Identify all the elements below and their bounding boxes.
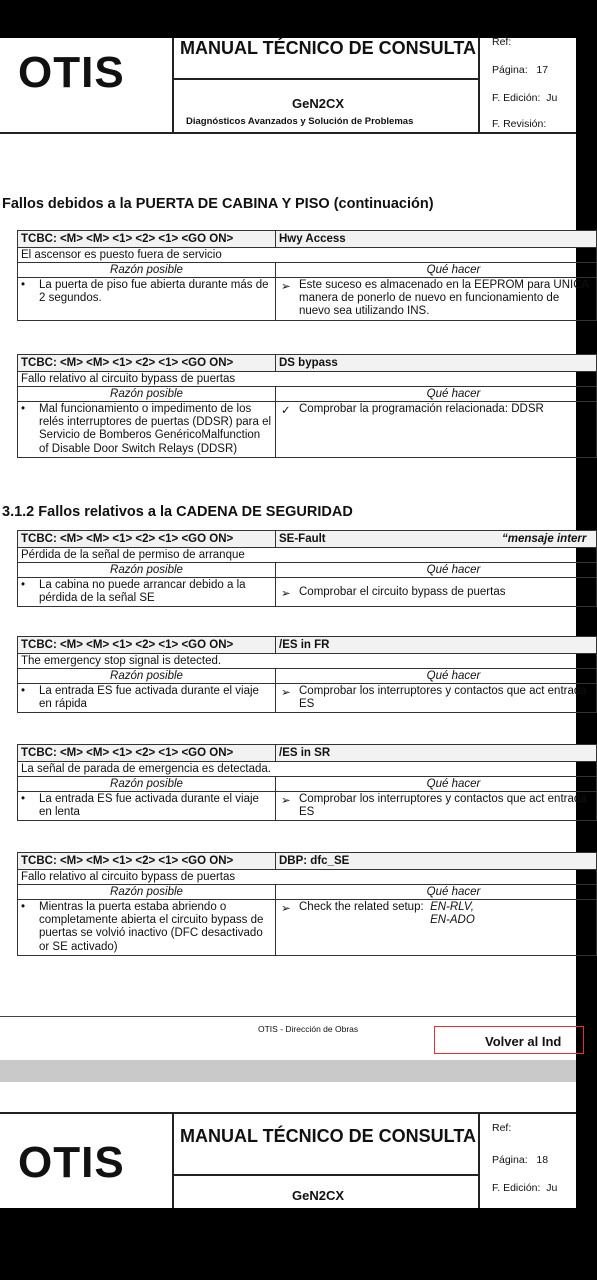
section-title-safety-chain: 3.1.2 Fallos relativos a la CADENA DE SEGURIDAD: [2, 504, 353, 520]
action-header: Qué hacer: [426, 564, 481, 576]
event-name: /ES in FR: [279, 639, 330, 651]
action-text: Comprobar los interruptores y contactos que act entrada ES: [299, 793, 587, 819]
event-name: DS bypass: [279, 357, 338, 369]
document-page-18: [0, 1082, 576, 1208]
edition-date: F. Edición: Ju: [492, 1182, 558, 1194]
action-text: Comprobar el circuito bypass de puertas: [299, 586, 506, 598]
reason-header: Razón posible: [18, 885, 276, 899]
event-name: Hwy Access: [279, 233, 346, 245]
bottom-black-bar: [0, 1208, 576, 1280]
top-black-bar: [0, 0, 576, 38]
message-label: “mensaje interr: [502, 533, 587, 545]
action-text: Comprobar los interruptores y contactos que act entrada ES: [299, 685, 587, 711]
ref-label: Ref:: [492, 36, 512, 48]
fault-description: La señal de parada de emergencia es detectada.: [21, 763, 271, 775]
reason-text: Mientras la puerta estaba abriendo o completamente abierta el circuito bypass de puertas se volvió inactivo (DFC desactivado or SE activado): [39, 901, 264, 953]
model-name: GeN2CX: [292, 1188, 345, 1203]
action-header: Qué hacer: [426, 886, 481, 898]
otis-logo: OTIS: [18, 48, 125, 97]
tcbc-code: TCBC: <M> <M> <1> <2> <1> <GO ON>: [18, 231, 276, 247]
page-number: Página: 17: [492, 64, 549, 76]
reason-text: Mal funcionamiento o impedimento de los relés interruptores de puertas (DDSR) para el Servicio de Bomberos GenéricoMalfunction of Disable Door Switch Relays (DDSR): [39, 403, 272, 455]
fault-description: Fallo relativo al circuito bypass de puertas: [21, 871, 236, 883]
reason-header: Razón posible: [18, 563, 276, 577]
action-text: Este suceso es almacenado en la EEPROM para UNICA manera de ponerlo de nuevo en funcionamiento de nuevo sea utilizando INS.: [299, 279, 589, 318]
page-number: Página: 18: [492, 1154, 549, 1166]
tcbc-code: TCBC: <M> <M> <1> <2> <1> <GO ON>: [18, 745, 276, 761]
tcbc-code: TCBC: <M> <M> <1> <2> <1> <GO ON>: [18, 355, 276, 371]
tcbc-code: TCBC: <M> <M> <1> <2> <1> <GO ON>: [18, 853, 276, 869]
fault-description: Pérdida de la señal de permiso de arranque: [21, 549, 245, 561]
reason-text: La entrada ES fue activada durante el viaje en rápida: [39, 685, 259, 711]
page-header-2: [0, 1082, 576, 1208]
section-title-door-faults: Fallos debidos a la PUERTA DE CABINA Y PISO (continuación): [2, 196, 434, 212]
event-name: DBP: dfc_SE: [279, 855, 350, 867]
edition-date: F. Edición: Ju: [492, 92, 558, 104]
action-text: Check the related setup: EN-RLV, EN-ADO: [299, 901, 475, 927]
otis-logo: OTIS: [18, 1138, 125, 1187]
tcbc-code: TCBC: <M> <M> <1> <2> <1> <GO ON>: [18, 637, 276, 653]
fault-table-dbp-dfc-se: TCBC: <M> <M> <1> <2> <1> <GO ON> DBP: dfc_SE Fallo relativo al circuito bypass de puertas Razón posible Qué hacer • Mientras la puerta estaba abriendo o completamente abierta el circuito bypass de puertas se volvió inactivo (DFC desactivado or SE activado) ➢ Check the related setup: EN-RLV, EN-ADO: [17, 852, 597, 956]
event-name: SE-Fault: [279, 533, 326, 545]
reason-header: Razón posible: [18, 669, 276, 683]
document-page-17: [0, 36, 589, 1060]
manual-title: MANUAL TÉCNICO DE CONSULTA: [180, 1126, 476, 1146]
action-text: Comprobar la programación relacionada: DDSR: [299, 403, 544, 415]
fault-table-es-in-fr: TCBC: <M> <M> <1> <2> <1> <GO ON> /ES in FR The emergency stop signal is detected. Razón posible Qué hacer • La entrada ES fue activada durante el viaje en rápida ➢ Comprobar los interruptores y contactos que act entrada ES: [17, 636, 597, 713]
manual-subtitle: Diagnósticos Avanzados y Solución de Problemas: [186, 116, 414, 127]
action-header: Qué hacer: [426, 388, 481, 400]
fault-table-ds-bypass: TCBC: <M> <M> <1> <2> <1> <GO ON> DS bypass Fallo relativo al circuito bypass de puertas Razón posible Qué hacer • Mal funcionamiento o impedimento de los relés interruptores de puertas (DDSR) para el Servicio de Bomberos GenéricoMalfunction of Disable Door Switch Relays (DDSR) ✓ Comprobar la programación relacionada: DDSR: [17, 354, 597, 458]
action-header: Qué hacer: [426, 264, 481, 276]
reason-header: Razón posible: [18, 777, 276, 791]
fault-description: Fallo relativo al circuito bypass de puertas: [21, 373, 236, 385]
revision-date: F. Revisión:: [492, 118, 547, 130]
fault-table-es-in-sr: TCBC: <M> <M> <1> <2> <1> <GO ON> /ES in SR La señal de parada de emergencia es detectada. Razón posible Qué hacer • La entrada ES fue activada durante el viaje en lenta ➢ Comprobar los interruptores y contactos que act entrada ES: [17, 744, 597, 821]
fault-table-se-fault: TCBC: <M> <M> <1> <2> <1> <GO ON> SE-Fault “mensaje interr Pérdida de la señal de permiso de arranque Razón posible Qué hacer • La cabina no puede arrancar debido a la pérdida de la señal SE ➢ Comprobar el circuito bypass de puertas: [17, 530, 597, 607]
fault-description: The emergency stop signal is detected.: [21, 655, 222, 667]
back-to-index-button[interactable]: Volver al Ind: [434, 1026, 584, 1054]
page-separator: [0, 1060, 576, 1082]
action-header: Qué hacer: [426, 670, 481, 682]
fault-description: El ascensor es puesto fuera de servicio: [21, 249, 222, 261]
reason-text: La puerta de piso fue abierta durante más de 2 segundos.: [39, 279, 269, 305]
reason-text: La entrada ES fue activada durante el viaje en lenta: [39, 793, 259, 819]
ref-label: Ref:: [492, 1122, 512, 1134]
event-name: /ES in SR: [279, 747, 331, 759]
footer-divider: [0, 1016, 576, 1017]
reason-text: La cabina no puede arrancar debido a la pérdida de la señal SE: [39, 579, 246, 605]
reason-header: Razón posible: [18, 387, 276, 401]
tcbc-code: TCBC: <M> <M> <1> <2> <1> <GO ON>: [18, 531, 276, 547]
page-header: [0, 38, 576, 148]
action-header: Qué hacer: [426, 778, 481, 790]
fault-table-hwy-access: TCBC: <M> <M> <1> <2> <1> <GO ON> Hwy Access El ascensor es puesto fuera de servicio Razón posible Qué hacer • La puerta de piso fue abierta durante más de 2 segundos. ➢ Este suceso es almacenado en la EEPROM para UNICA manera de ponerlo de nuevo en funcionamiento de nuevo sea utilizando INS.: [17, 230, 597, 321]
model-name: GeN2CX: [292, 96, 345, 111]
reason-header: Razón posible: [18, 263, 276, 277]
manual-title: MANUAL TÉCNICO DE CONSULTA: [180, 38, 476, 58]
footer-text: OTIS - Dirección de Obras: [258, 1024, 359, 1034]
